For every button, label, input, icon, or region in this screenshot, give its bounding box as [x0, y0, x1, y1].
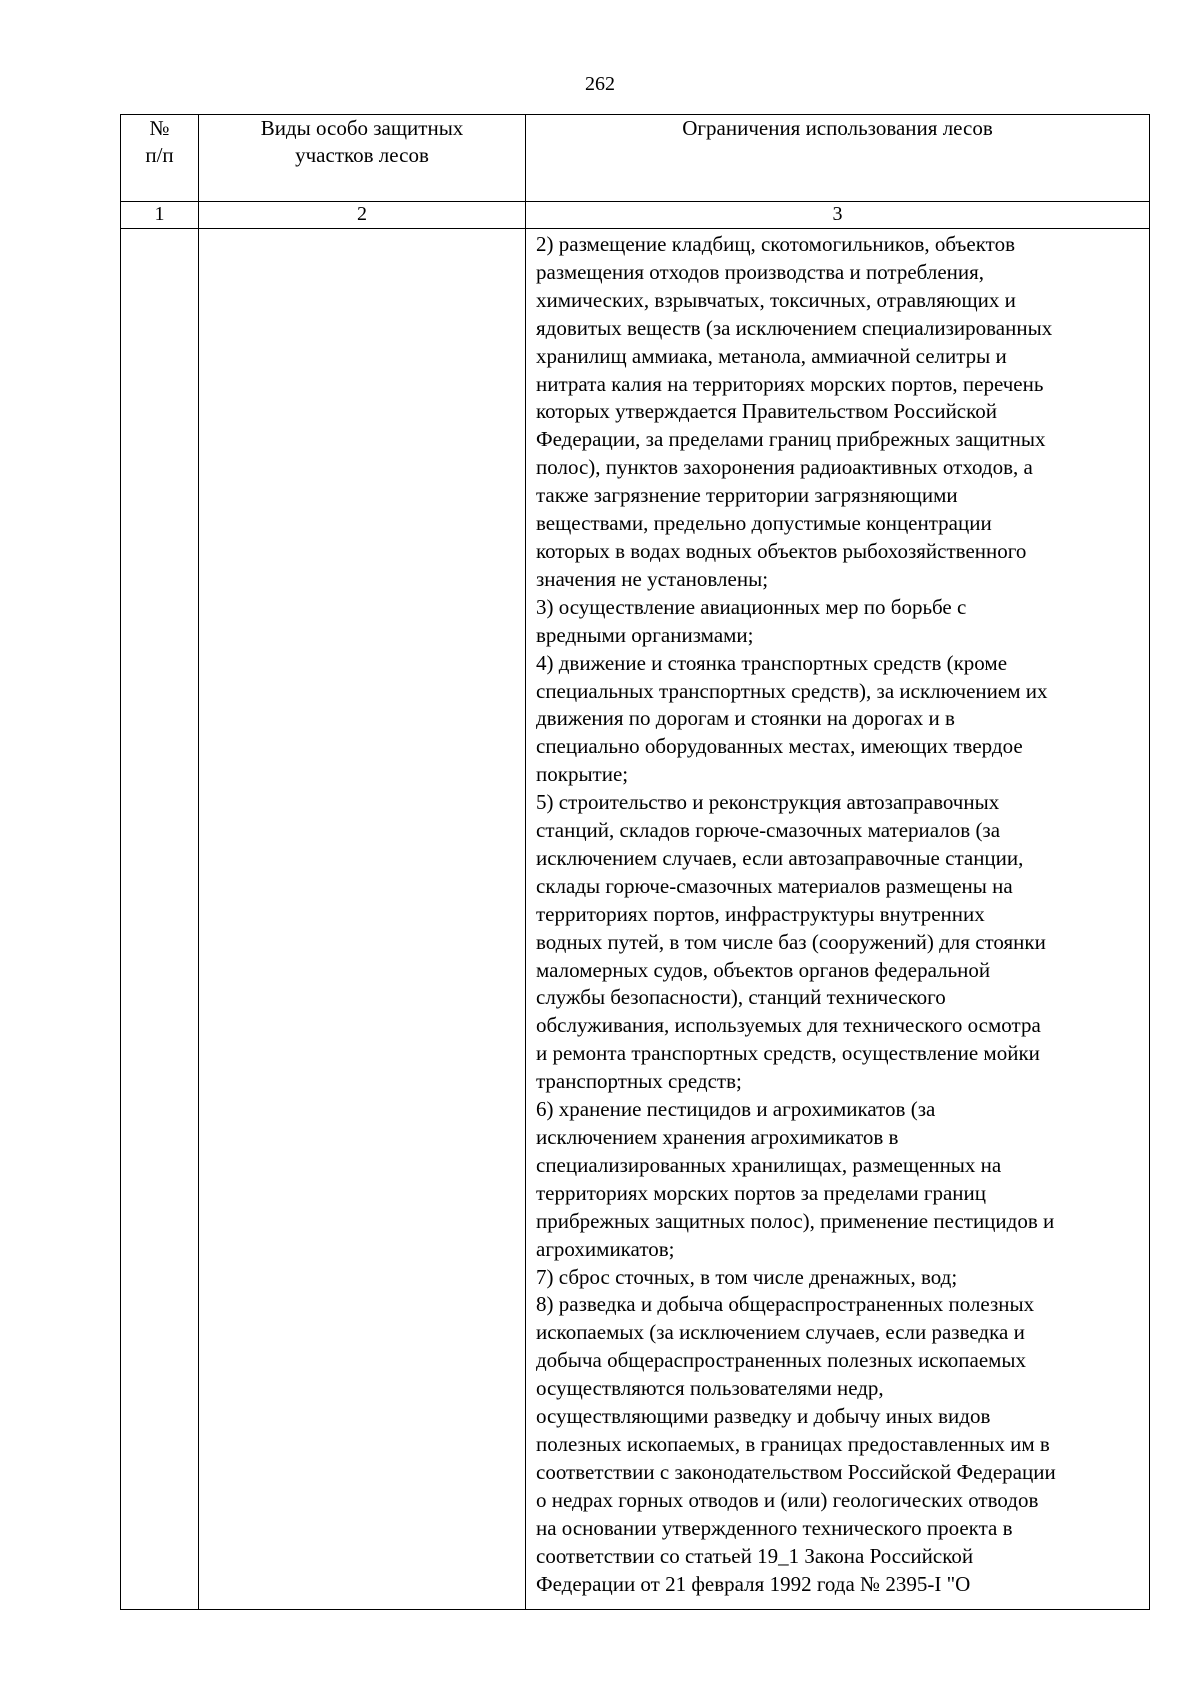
- restriction-text-line: станций, складов горюче-смазочных материалов (за: [536, 818, 1001, 843]
- restriction-text-line: о недрах горных отводов и (или) геологических отводов: [536, 1487, 1039, 1512]
- restriction-text-line: покрытие;: [536, 762, 629, 787]
- restriction-text-line: нитрата калия на территориях морских портов, перечень: [536, 371, 1044, 396]
- restriction-text-line: 7) сброс сточных, в том числе дренажных, вод;: [536, 1264, 958, 1289]
- header-restrictions: [526, 115, 1150, 202]
- restriction-text-line: полос), пунктов захоронения радиоактивных отходов, а: [536, 455, 1033, 480]
- restriction-text-line: обслуживания, используемых для технического осмотра: [536, 1013, 1041, 1038]
- restriction-text-line: которых в водах водных объектов рыбохозяйственного: [536, 538, 1027, 563]
- restriction-text-line: прибрежных защитных полос), применение пестицидов и: [536, 1208, 1055, 1233]
- header-restrictions-text: [526, 115, 1149, 142]
- restriction-text-line: водных путей, в том числе баз (сооружений) для стоянки: [536, 929, 1046, 954]
- restriction-text-line: и ремонта транспортных средств, осуществление мойки: [536, 1041, 1040, 1066]
- restriction-text-line: на основании утвержденного технического проекта в: [536, 1515, 1013, 1540]
- restriction-text-line: 6) хранение пестицидов и агрохимикатов (за: [536, 1097, 936, 1122]
- restriction-text-line: транспортных средств;: [536, 1069, 742, 1094]
- restriction-text-line: размещения отходов производства и потребления,: [536, 259, 985, 284]
- restriction-text-line: соответствии со статьей 19_1 Закона Российской: [536, 1543, 974, 1568]
- cell-number-empty: [121, 229, 199, 1610]
- column-number-1: 1: [121, 202, 199, 229]
- restriction-text-line: веществами, предельно допустимые концентрации: [536, 511, 992, 536]
- table-row: [121, 229, 1150, 1610]
- restrictions-table: [120, 114, 1150, 1610]
- restriction-text-line: которых утверждается Правительством Российской: [536, 399, 998, 424]
- restriction-text-line: склады горюче-смазочных материалов размещены на: [536, 873, 1013, 898]
- restriction-text-line: Федерации, за пределами границ прибрежных защитных: [536, 427, 1046, 452]
- header-line: Виды особо защитных: [260, 116, 464, 140]
- restriction-text-line: движения по дорогам и стоянки на дорогах и в: [536, 706, 955, 731]
- restriction-text-line: добыча общераспространенных полезных ископаемых: [536, 1348, 1027, 1373]
- restriction-text-line: территориях морских портов за пределами границ: [536, 1180, 986, 1205]
- header-line: Ограничения использования лесов: [682, 116, 993, 140]
- header-line: п/п: [145, 143, 174, 167]
- restriction-text-line: 5) строительство и реконструкция автозаправочных: [536, 790, 1000, 815]
- header-area-types-text: [199, 115, 525, 169]
- restriction-text-line: ископаемых (за исключением случаев, если разведка и: [536, 1320, 1025, 1345]
- restriction-text-line: 2) размещение кладбищ, скотомогильников, объектов: [536, 232, 1015, 256]
- column-number-3: 3: [526, 202, 1150, 229]
- column-number-row: [121, 202, 1150, 229]
- header-line: №: [149, 116, 170, 140]
- restriction-text-line: 3) осуществление авиационных мер по борьбе с: [536, 594, 967, 619]
- restriction-text-line: агрохимикатов;: [536, 1236, 675, 1261]
- restriction-text-line: исключением хранения агрохимикатов в: [536, 1125, 899, 1149]
- restriction-text-line: также загрязнение территории загрязняющими: [536, 483, 958, 508]
- cell-restrictions: [526, 229, 1150, 1610]
- restriction-text-line: специальных транспортных средств), за исключением их: [536, 678, 1048, 703]
- header-number: [121, 115, 199, 202]
- restriction-text-line: соответствии с законодательством Российской Федерации: [536, 1459, 1056, 1484]
- restriction-text-line: территориях портов, инфраструктуры внутренних: [536, 901, 985, 926]
- header-area-types: [199, 115, 526, 202]
- restriction-text-line: вредными организмами;: [536, 622, 754, 647]
- restriction-text-line: специально оборудованных местах, имеющих твердое: [536, 734, 1023, 759]
- restriction-text-line: осуществляющими разведку и добычу иных видов: [536, 1404, 991, 1429]
- cell-area-type-empty: [199, 229, 526, 1610]
- table-header-row: [121, 115, 1150, 202]
- restriction-text-line: службы безопасности), станций технического: [536, 985, 946, 1010]
- restriction-text-line: хранилищ аммиака, метанола, аммиачной селитры и: [536, 343, 1007, 368]
- restriction-text-line: 4) движение и стоянка транспортных средств (кроме: [536, 650, 1008, 675]
- restriction-text-line: ядовитых веществ (за исключением специализированных: [536, 315, 1053, 340]
- restriction-text-line: осуществляются пользователями недр,: [536, 1376, 884, 1401]
- column-number-2: 2: [199, 202, 526, 229]
- header-number-text: [121, 115, 198, 169]
- page-number: 262: [585, 73, 615, 95]
- restriction-text-line: 8) разведка и добыча общераспространенных полезных: [536, 1292, 1035, 1317]
- restriction-text-line: Федерации от 21 февраля 1992 года № 2395-I "О: [536, 1571, 971, 1596]
- restriction-text-line: маломерных судов, объектов органов федеральной: [536, 957, 991, 982]
- restriction-text-line: химических, взрывчатых, токсичных, отравляющих и: [536, 287, 1016, 312]
- restriction-text-line: значения не установлены;: [536, 566, 769, 591]
- restriction-text-line: специализированных хранилищах, размещенных на: [536, 1152, 1002, 1177]
- restriction-text-line: исключением случаев, если автозаправочные станции,: [536, 845, 1024, 870]
- restriction-text-line: полезных ископаемых, в границах предоставленных им в: [536, 1431, 1050, 1456]
- header-line: участков лесов: [295, 143, 429, 167]
